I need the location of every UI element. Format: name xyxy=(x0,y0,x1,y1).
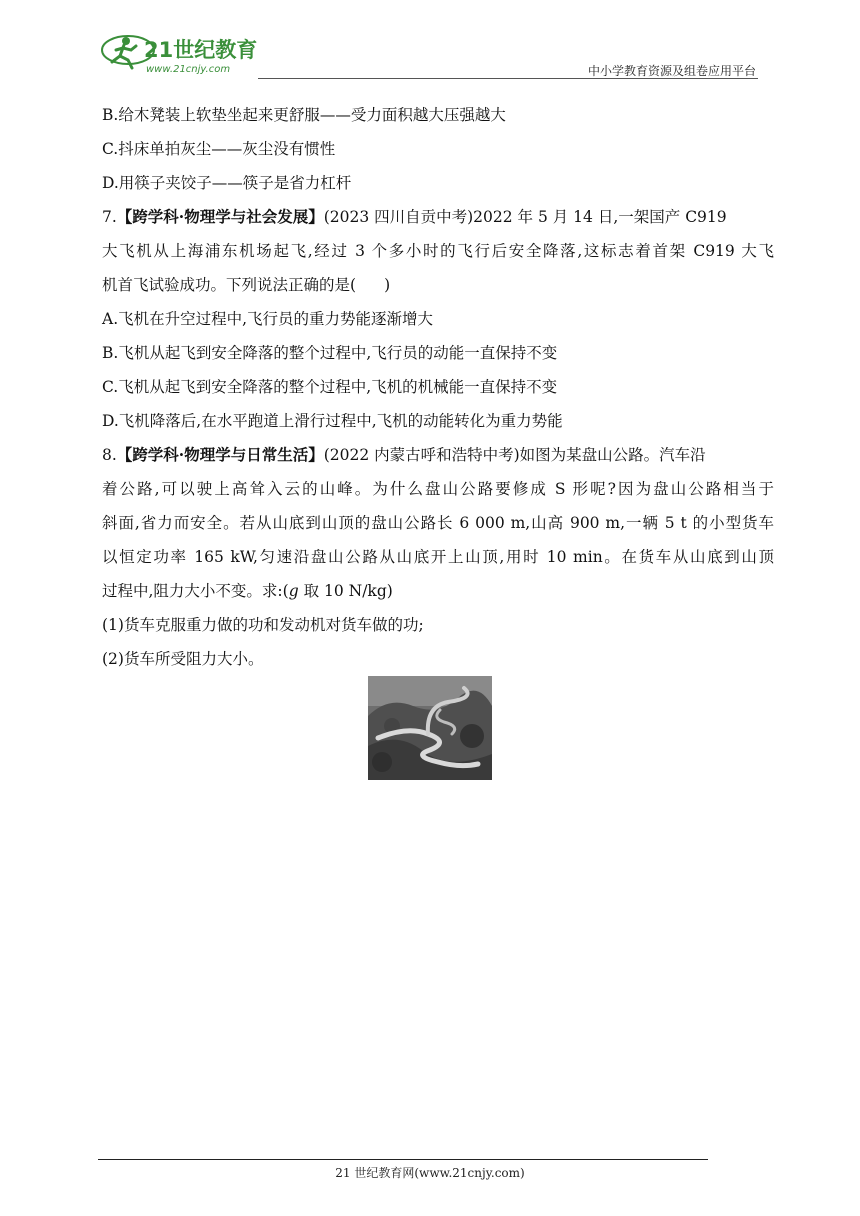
question-7-line-2: 大飞机从上海浦东机场起飞,经过 3 个多小时的飞行后安全降落,这标志着首架 C919 大飞 xyxy=(102,242,774,260)
question-7-number: 7. xyxy=(102,208,117,226)
header-rule xyxy=(258,78,758,79)
question-8-line-4: 以恒定功率 165 kW,匀速沿盘山公路从山底开上山顶,用时 10 min。在货车从山底到山顶 xyxy=(102,548,774,566)
question-content xyxy=(102,98,774,676)
question-7-text-3: 机首飞试验成功。下列说法正确的是( xyxy=(102,276,357,294)
option-d-q6: D.用筷子夹饺子——筷子是省力杠杆 xyxy=(102,174,352,192)
logo-text: 21世纪教育 xyxy=(144,38,258,62)
question-8-text-5a: 过程中,阻力大小不变。求:( xyxy=(102,582,289,600)
question-8-sub-1: (1)货车克服重力做的功和发动机对货车做的功; xyxy=(102,616,424,634)
logo-url: www.21cnjy.com xyxy=(146,64,231,75)
page-header xyxy=(98,30,758,80)
answer-blank-close: ) xyxy=(384,276,391,294)
option-b-q7: B.飞机从起飞到安全降落的整个过程中,飞行员的动能一直保持不变 xyxy=(102,344,558,362)
header-platform-text: 中小学教育资源及组卷应用平台 xyxy=(587,64,756,78)
question-7-line-1 xyxy=(102,200,774,234)
question-7-text-1: (2023 四川自贡中考)2022 年 5 月 14 日,一架国产 C919 xyxy=(323,208,727,226)
option-c-q6: C.抖床单拍灰尘——灰尘没有惯性 xyxy=(102,140,336,158)
gravity-symbol: g xyxy=(288,582,299,600)
question-8-line-5 xyxy=(102,574,774,608)
option-a-q7: A.飞机在升空过程中,飞行员的重力势能逐渐增大 xyxy=(102,310,434,328)
question-8-text-5b: 取 10 N/kg) xyxy=(298,582,393,600)
option-d-q7: D.飞机降落后,在水平跑道上滑行过程中,飞机的动能转化为重力势能 xyxy=(102,412,563,430)
option-b-q6: B.给木凳装上软垫坐起来更舒服——受力面积越大压强越大 xyxy=(102,106,506,124)
question-8-tag: 【跨学科·物理学与日常生活】 xyxy=(116,445,324,464)
question-8-sub-2: (2)货车所受阻力大小。 xyxy=(102,650,264,668)
logo xyxy=(98,30,268,76)
question-8-line-1 xyxy=(102,438,774,472)
option-c-q7: C.飞机从起飞到安全降落的整个过程中,飞机的机械能一直保持不变 xyxy=(102,378,558,396)
question-8-line-3: 斜面,省力而安全。若从山底到山顶的盘山公路长 6 000 m,山高 900 m,一辆 5 t 的小型货车 xyxy=(102,514,774,532)
question-7-tag: 【跨学科·物理学与社会发展】 xyxy=(116,207,324,226)
footer-text: 21 世纪教育网(www.21cnjy.com) xyxy=(335,1166,525,1180)
footer-rule xyxy=(98,1159,708,1160)
question-8-line-2: 着公路,可以驶上高耸入云的山峰。为什么盘山公路要修成 S 形呢?因为盘山公路相当于 xyxy=(102,480,774,498)
mountain-road-image xyxy=(368,676,492,780)
question-7-line-3 xyxy=(102,268,774,302)
question-8-number: 8. xyxy=(102,446,117,464)
question-8-text-1: (2022 内蒙古呼和浩特中考)如图为某盘山公路。汽车沿 xyxy=(323,446,706,464)
mountain-road-photo xyxy=(368,676,492,780)
